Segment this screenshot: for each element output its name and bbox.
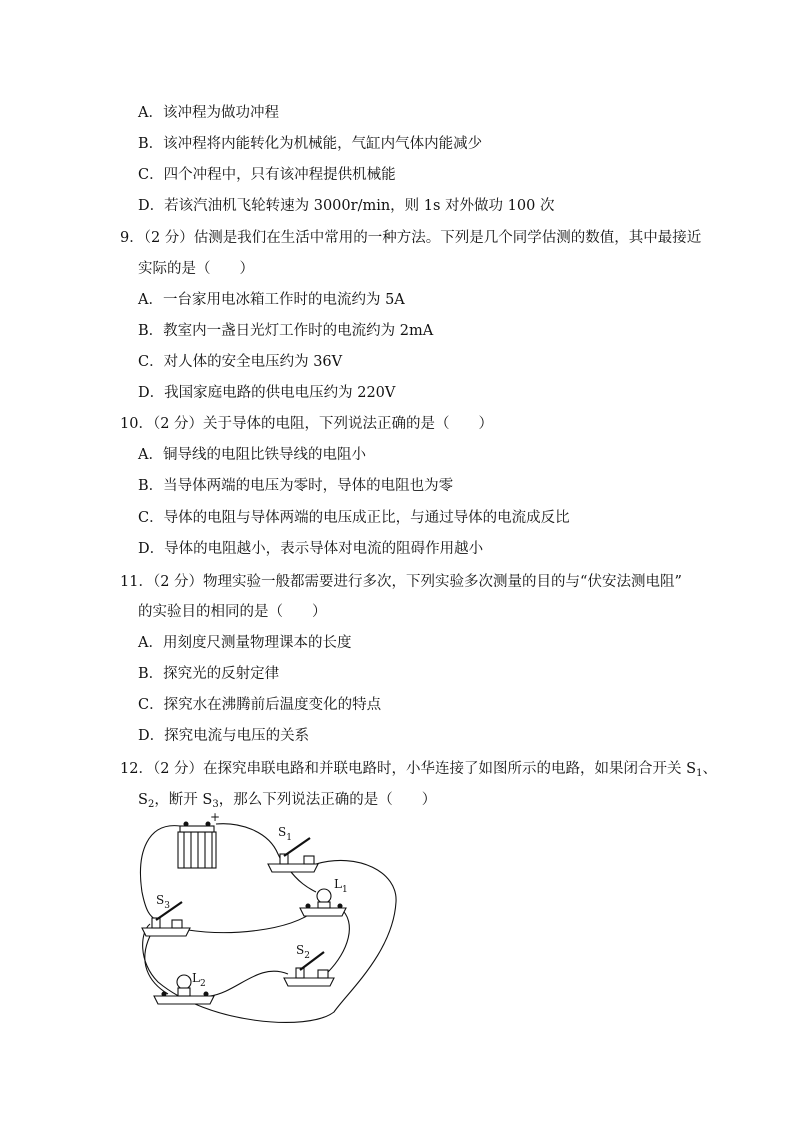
- q11-option-d: D．探究电流与电压的关系: [138, 728, 310, 744]
- q11-option-c: C．探究水在沸腾前后温度变化的特点: [138, 697, 382, 713]
- s1-letter: S: [278, 825, 287, 839]
- q9-stem-cont: 实际的是（ ）: [138, 261, 254, 277]
- q10-option-b: B．当导体两端的电压为零时，导体的电阻也为零: [138, 478, 454, 494]
- q9-option-b: B．教室内一盏日光灯工作时的电流约为 2mA: [138, 323, 434, 339]
- q12-s2-subscript: 2: [147, 799, 155, 810]
- wire-s3-l1: [188, 910, 316, 933]
- wire-s2-l1: [328, 908, 349, 972]
- q12-stem-text-a: 12．（2 分）在探究串联电路和并联电路时，小华连接了如图所示的电路，如果闭合开关 S: [120, 761, 697, 777]
- l1-letter: L: [334, 877, 342, 891]
- wire-s3-l2: [145, 936, 168, 994]
- q12-stem-text-b: 、: [702, 761, 717, 777]
- q10-option-c: C．导体的电阻与导体两端的电压成正比，与通过导体的电流成反比: [138, 510, 570, 526]
- switch-s2-label: [296, 943, 310, 961]
- lamp-l2-label: [192, 971, 206, 989]
- q9-option-a: A．一台家用电冰箱工作时的电流约为 5A: [138, 292, 405, 308]
- l1-subscript: 1: [341, 885, 348, 895]
- q12-stem-mid: ，断开 S: [154, 792, 213, 808]
- q10-option-d: D．导体的电阻越小，表示导体对电流的阻碍作用越小: [138, 541, 484, 557]
- q9-option-d: D．我国家庭电路的供电电压约为 220V: [138, 385, 396, 401]
- l2-letter: L: [192, 971, 200, 985]
- q10-option-a: A．铜导线的电阻比铁导线的电阻小: [138, 447, 366, 463]
- q8-option-b: B．该冲程将内能转化为机械能，气缸内气体内能减少: [138, 136, 483, 152]
- q12-s3-subscript: 3: [212, 799, 219, 810]
- q8-option-c: C．四个冲程中，只有该冲程提供机械能: [138, 167, 396, 183]
- q12-s2-letter: S: [138, 792, 148, 808]
- s2-letter: S: [296, 943, 305, 957]
- battery-plus-label: +: [210, 812, 221, 824]
- lamp-l1-label: [334, 877, 348, 895]
- q9-option-c: C．对人体的安全电压约为 36V: [138, 354, 343, 370]
- switch-s3-label: [156, 893, 170, 911]
- switch-s1-label: [278, 825, 292, 843]
- q11-stem: 11．（2 分）物理实验一般都需要进行多次，下列实验多次测量的目的与“伏安法测电阻”: [120, 574, 682, 590]
- q8-option-d: D．若该汽油机飞轮转速为 3000r/min，则 1s 对外做功 100 次: [138, 198, 555, 214]
- l2-subscript: 2: [199, 979, 206, 989]
- lamp-l1-icon: [300, 889, 346, 916]
- q10-stem: 10．（2 分）关于导体的电阻，下列说法正确的是（ ）: [120, 416, 494, 432]
- s3-subscript: 3: [164, 901, 170, 911]
- q8-option-a: A．该冲程为做功冲程: [138, 105, 279, 121]
- battery-icon: [178, 822, 216, 868]
- wire-l2-s2: [210, 971, 288, 996]
- q9-stem: 9．（2 分）估测是我们在生活中常用的一种方法。下列是几个同学估测的数值，其中最接近: [120, 230, 702, 246]
- q11-option-b: B．探究光的反射定律: [138, 666, 280, 682]
- q12-stem-end: ，那么下列说法正确的是（ ）: [218, 792, 437, 808]
- s2-subscript: 2: [304, 951, 310, 961]
- q12-stem-cont: [138, 790, 436, 810]
- q12-stem: [120, 759, 717, 779]
- q11-option-a: A．用刻度尺测量物理课本的长度: [138, 635, 352, 651]
- q12-s1-subscript: 1: [696, 768, 703, 779]
- circuit-figure: [128, 812, 418, 1024]
- wire-battery-right: [216, 824, 280, 858]
- s1-subscript: 1: [286, 833, 292, 843]
- circuit-diagram: [128, 812, 418, 1024]
- q11-stem-cont: 的实验目的相同的是（ ）: [138, 604, 327, 620]
- switch-s1-icon: [268, 838, 318, 872]
- s3-letter: S: [156, 893, 165, 907]
